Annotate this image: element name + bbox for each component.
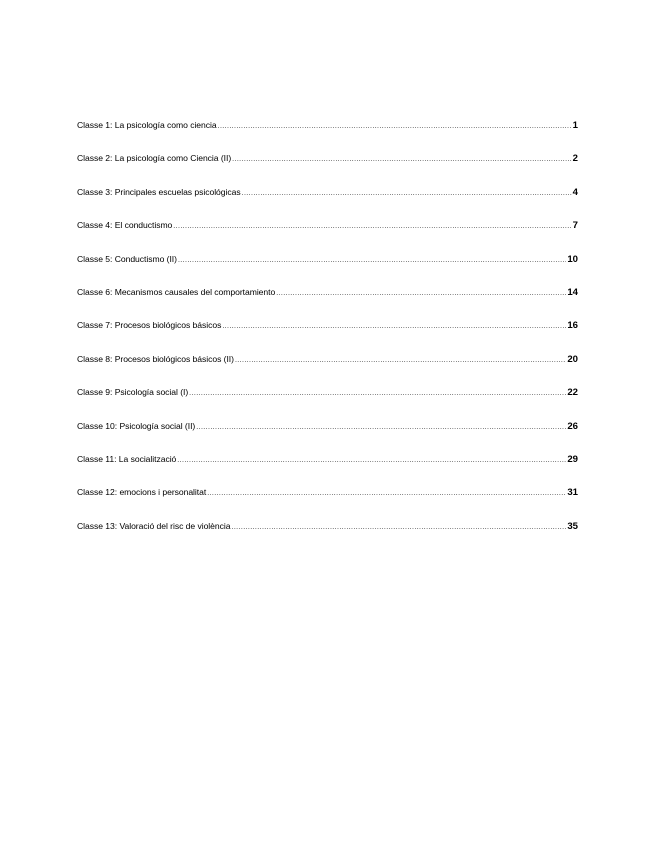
toc-entry-title: Classe 9: Psicología social (I): [77, 387, 189, 398]
toc-entry-5[interactable]: [77, 253, 578, 286]
toc-entry-4[interactable]: [77, 219, 578, 252]
toc-page-number: 10: [567, 253, 578, 265]
toc-dot-leader: [222, 321, 566, 333]
toc-entry-title: Classe 1: La psicología como ciencia: [77, 120, 217, 130]
toc-page-number: 26: [567, 420, 578, 432]
toc-entry-11[interactable]: [77, 453, 578, 486]
toc-dot-leader: [235, 355, 566, 367]
toc-dot-leader: [189, 388, 566, 400]
toc-entry-title: Classe 6: Mecanismos causales del comportamiento: [77, 286, 276, 297]
toc-dot-leader: [276, 288, 566, 300]
toc-entry-title: Classe 3: Principales escuelas psicológicas: [77, 186, 241, 197]
toc-page-number: 7: [572, 220, 578, 232]
toc-entry-2[interactable]: [77, 152, 578, 185]
toc-entry-title: Classe 11: La socialització: [77, 453, 177, 464]
toc-entry-title: Classe 7: Procesos biológicos básicos: [77, 320, 222, 331]
toc-entry-title: Classe 5: Conductismo (II): [77, 253, 177, 264]
toc-entry-title: Classe 2: La psicología como Ciencia (II): [77, 153, 232, 164]
toc-entry-title: Classe 12: emocions i personalitat: [77, 487, 207, 498]
toc-entry-6[interactable]: [77, 286, 578, 319]
toc-entry-7[interactable]: [77, 319, 578, 352]
toc-page-number: 22: [567, 387, 578, 399]
toc-entry-1[interactable]: [77, 119, 578, 152]
toc-entry-9[interactable]: [77, 386, 578, 419]
toc-entry-10[interactable]: [77, 420, 578, 453]
toc-page-number: 31: [567, 487, 578, 499]
toc-page-number: 20: [567, 353, 578, 365]
toc-entry-title: Classe 10: Psicología social (II): [77, 420, 196, 431]
toc-entry-13[interactable]: [77, 520, 578, 553]
toc-entry-title: Classe 4: El conductismo: [77, 220, 173, 231]
toc-dot-leader: [207, 488, 566, 500]
toc-dot-leader: [196, 422, 566, 434]
toc-dot-leader: [242, 188, 572, 200]
toc-page-number: 16: [567, 320, 578, 332]
toc-dot-leader: [173, 221, 571, 233]
toc-dot-leader: [177, 455, 566, 467]
toc-page-number: 14: [567, 286, 578, 298]
table-of-contents: [77, 119, 578, 553]
toc-page-number: 35: [567, 520, 578, 532]
toc-dot-leader: [218, 121, 572, 133]
toc-page-number: 4: [572, 186, 578, 198]
toc-page-number: 29: [567, 453, 578, 465]
toc-page-number: 1: [572, 120, 578, 131]
toc-entry-12[interactable]: [77, 486, 578, 519]
toc-dot-leader: [178, 255, 566, 267]
toc-entry-8[interactable]: [77, 353, 578, 386]
toc-entry-3[interactable]: [77, 186, 578, 219]
toc-entry-title: Classe 13: Valoració del risc de violència: [77, 520, 231, 531]
toc-dot-leader: [232, 154, 572, 166]
toc-dot-leader: [231, 522, 566, 534]
toc-page-number: 2: [572, 153, 578, 165]
toc-entry-title: Classe 8: Procesos biológicos básicos (II): [77, 353, 234, 364]
